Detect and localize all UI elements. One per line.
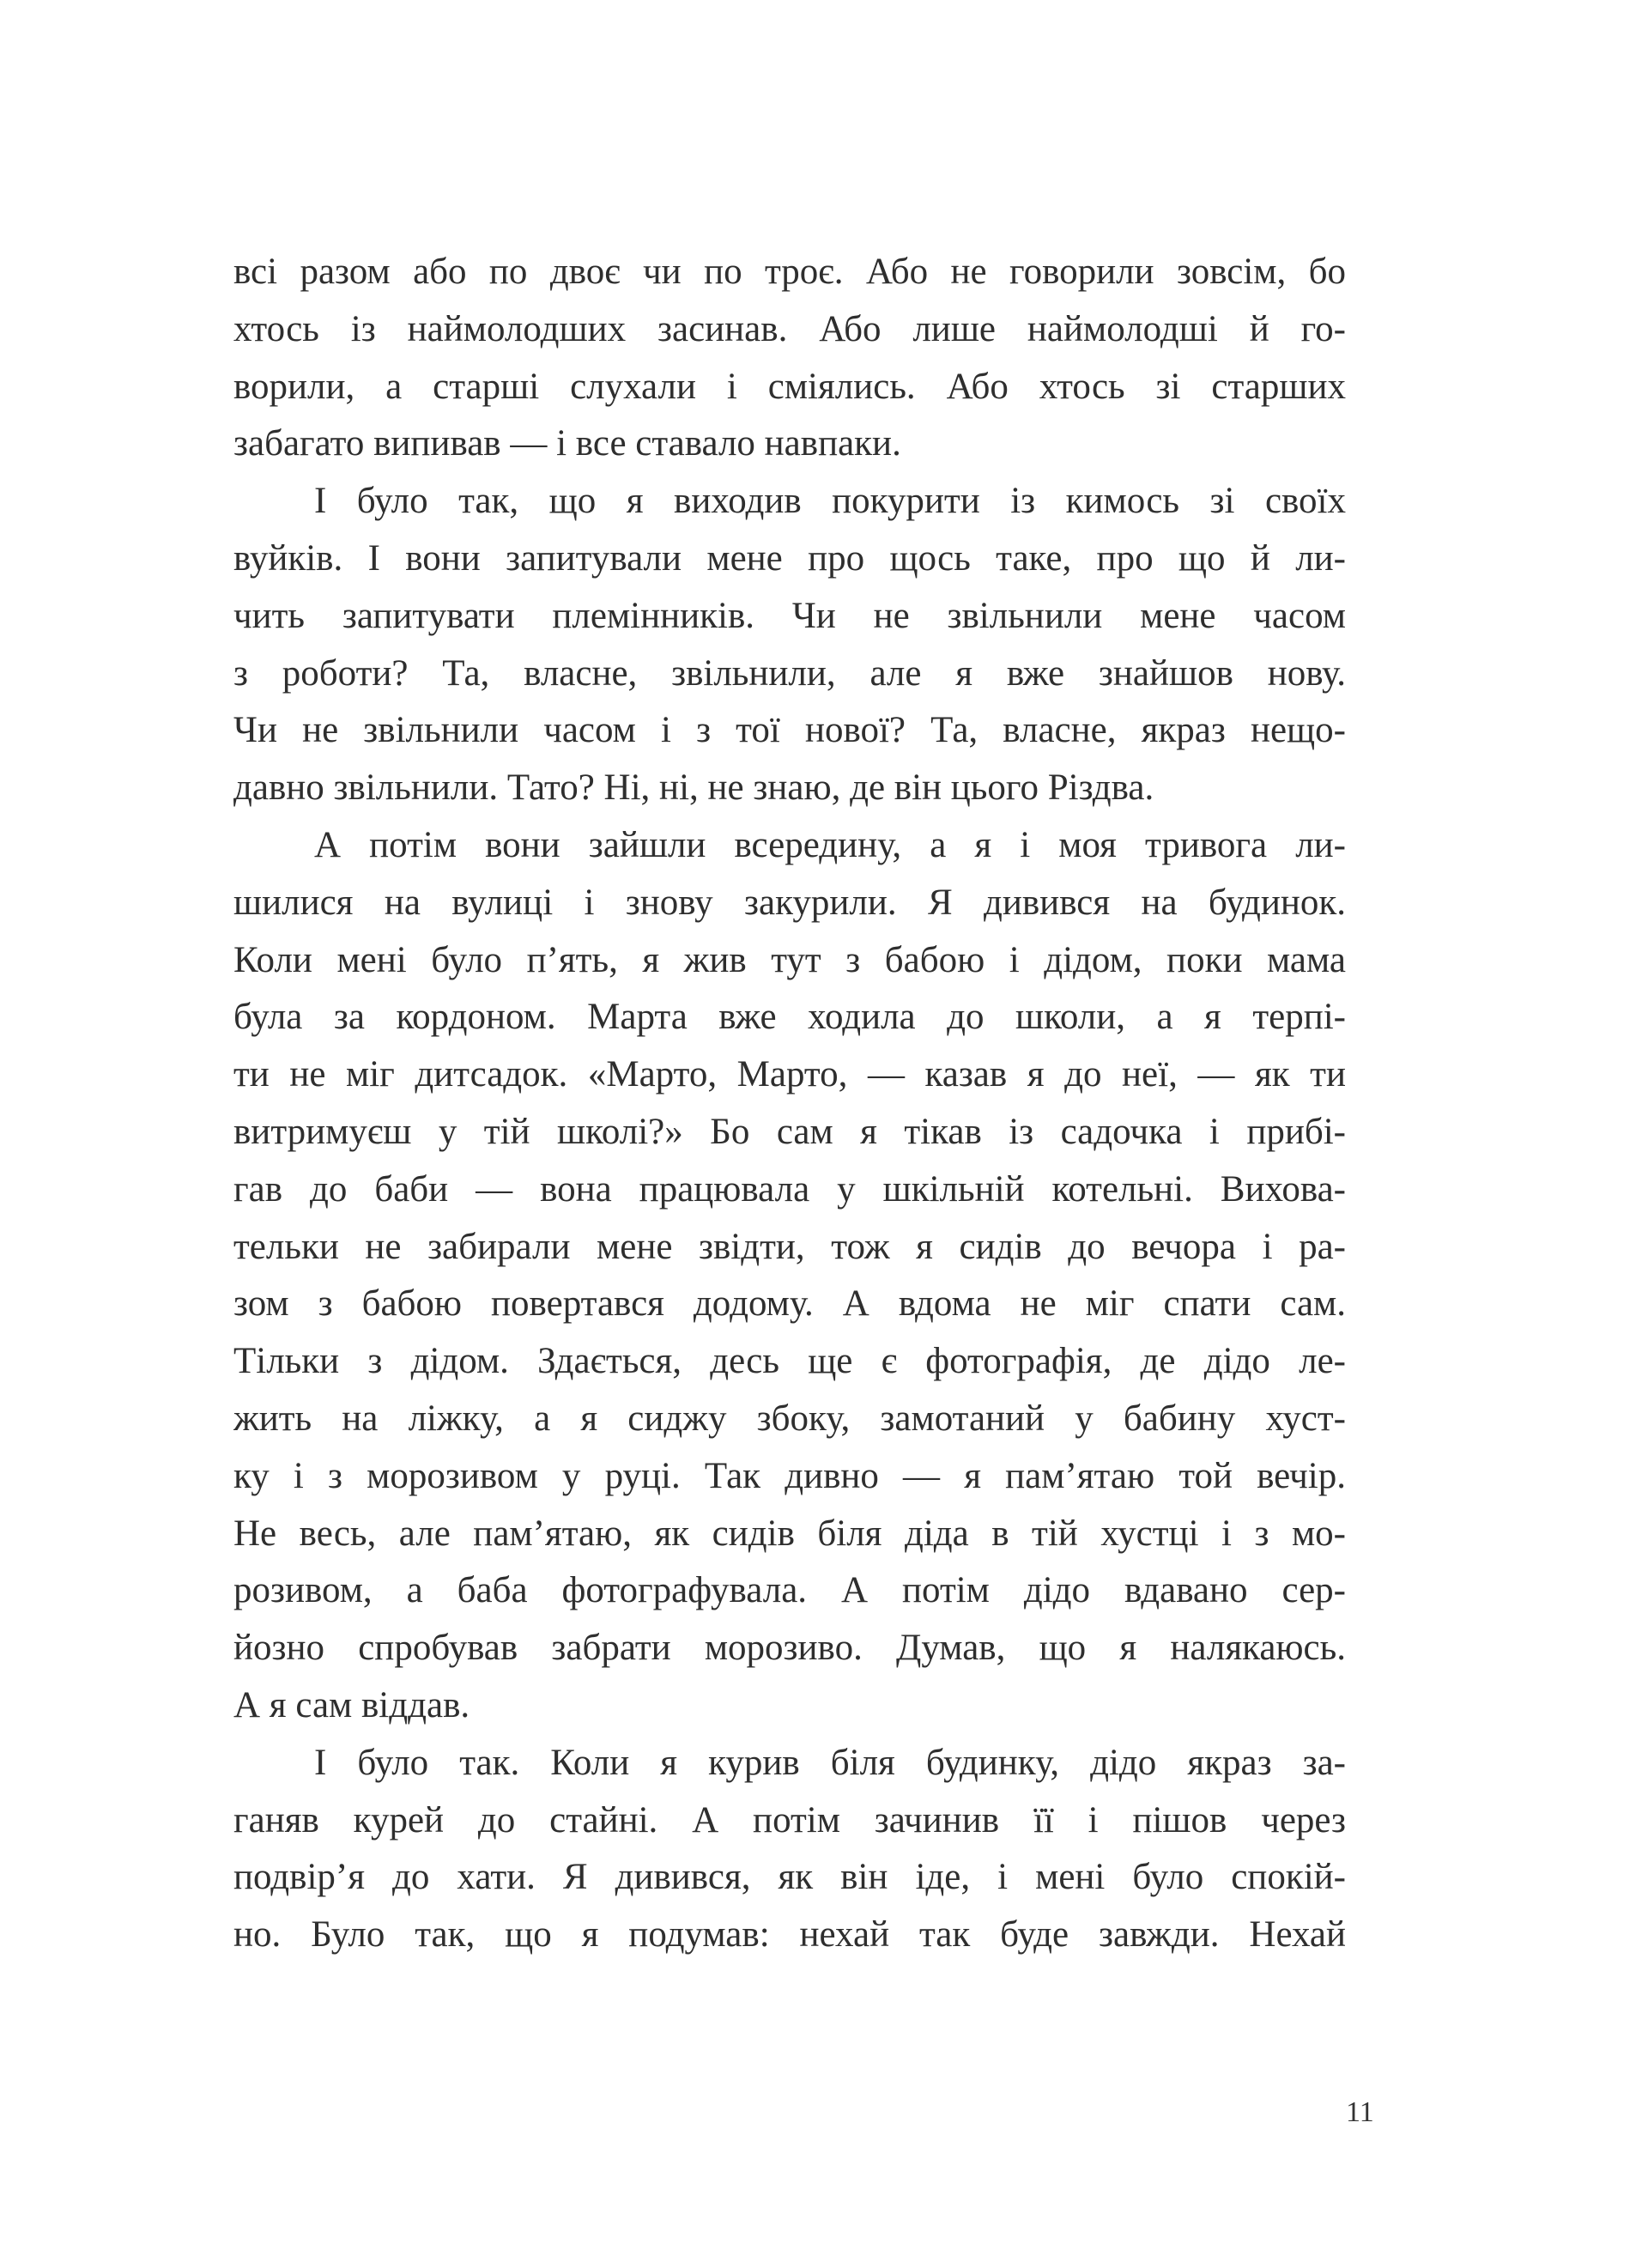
text-line: Не весь, але пам’ятаю, як сидів біля діда в тій хустці і з мо-: [233, 1513, 1346, 1554]
text-line: з роботи? Та, власне, звільнили, але я вже знайшов нову.: [233, 652, 1346, 694]
text-line: всі разом або по двоє чи по троє. Або не говорили зовсім, бо: [233, 252, 1346, 292]
text-line: А я сам віддав.: [233, 1684, 470, 1725]
text-line: зом з бабою повертався додому. А вдома не міг спати сам.: [233, 1283, 1346, 1325]
text-line: жить на ліжку, а я сиджу збоку, замотаний у бабину хуст-: [233, 1398, 1346, 1439]
text-line: А потім вони зайшли всередину, а я і моя тривога ли-: [314, 824, 1346, 865]
text-line: хтось із наймолодших засинав. Або лише наймолодші й го-: [233, 308, 1346, 349]
text-line: І було так. Коли я курив біля будинку, дідо якраз за-: [314, 1742, 1346, 1783]
page-number: 11: [1346, 2096, 1374, 2128]
text-line: Коли мені було п’ять, я жив тут з бабою і дідом, поки мама: [233, 939, 1346, 980]
paragraph: [233, 817, 1346, 1735]
text-line: тельки не забирали мене звідти, тож я сидів до вечора і ра-: [233, 1226, 1346, 1267]
text-line: шилися на вулиці і знову закурили. Я дивився на будинок.: [233, 882, 1346, 923]
text-line: витримуєш у тій школі?» Бо сам я тікав із садочка і прибі-: [233, 1111, 1346, 1152]
text-line: забагато випивав — і все ставало навпаки.: [233, 423, 901, 464]
text-line: ворили, а старші слухали і сміялись. Або хтось зі старших: [233, 366, 1346, 407]
text-line: но. Було так, що я подумав: нехай так буде завжди. Нехай: [233, 1914, 1346, 1956]
text-line: була за кордоном. Марта вже ходила до школи, а я терпі-: [233, 997, 1346, 1038]
paragraph: [233, 473, 1346, 817]
text-line: подвір’я до хати. Я дивився, як він іде, і мені було спокій-: [233, 1857, 1346, 1898]
text-line: вуйків. І вони запитували мене про щось таке, про що й ли-: [233, 537, 1346, 579]
text-line: ку і з морозивом у руці. Так дивно — я пам’ятаю той вечір.: [233, 1455, 1346, 1496]
text-line: Чи не звільнили часом і з тої нової? Та, власне, якраз нещо-: [233, 710, 1346, 751]
text-line: І було так, що я виходив покурити із кимось зі своїх: [314, 481, 1346, 522]
paragraph: [233, 244, 1346, 473]
text-line: давно звільнили. Тато? Ні, ні, не знаю, де він цього Різдва.: [233, 767, 1154, 809]
text-line: йозно спробував забрати морозиво. Думав, що я налякаюсь.: [233, 1628, 1346, 1669]
text-line: чить запитувати племінників. Чи не звільнили мене часом: [233, 595, 1346, 636]
text-line: ти не міг дитсадок. «Марто, Марто, — казав я до неї, — як ти: [233, 1054, 1346, 1095]
text-line: ганяв курей до стайні. А потім зачинив її і пішов через: [233, 1799, 1346, 1840]
text-line: гав до баби — вона працювала у шкільній котельні. Вихова-: [233, 1168, 1346, 1210]
body-text: [233, 244, 1346, 1964]
text-line: Тільки з дідом. Здається, десь ще є фотографія, де дідо ле-: [233, 1341, 1346, 1382]
text-line: розивом, а баба фотографувала. А потім дідо вдавано сер-: [233, 1570, 1346, 1611]
paragraph: [233, 1735, 1346, 1964]
